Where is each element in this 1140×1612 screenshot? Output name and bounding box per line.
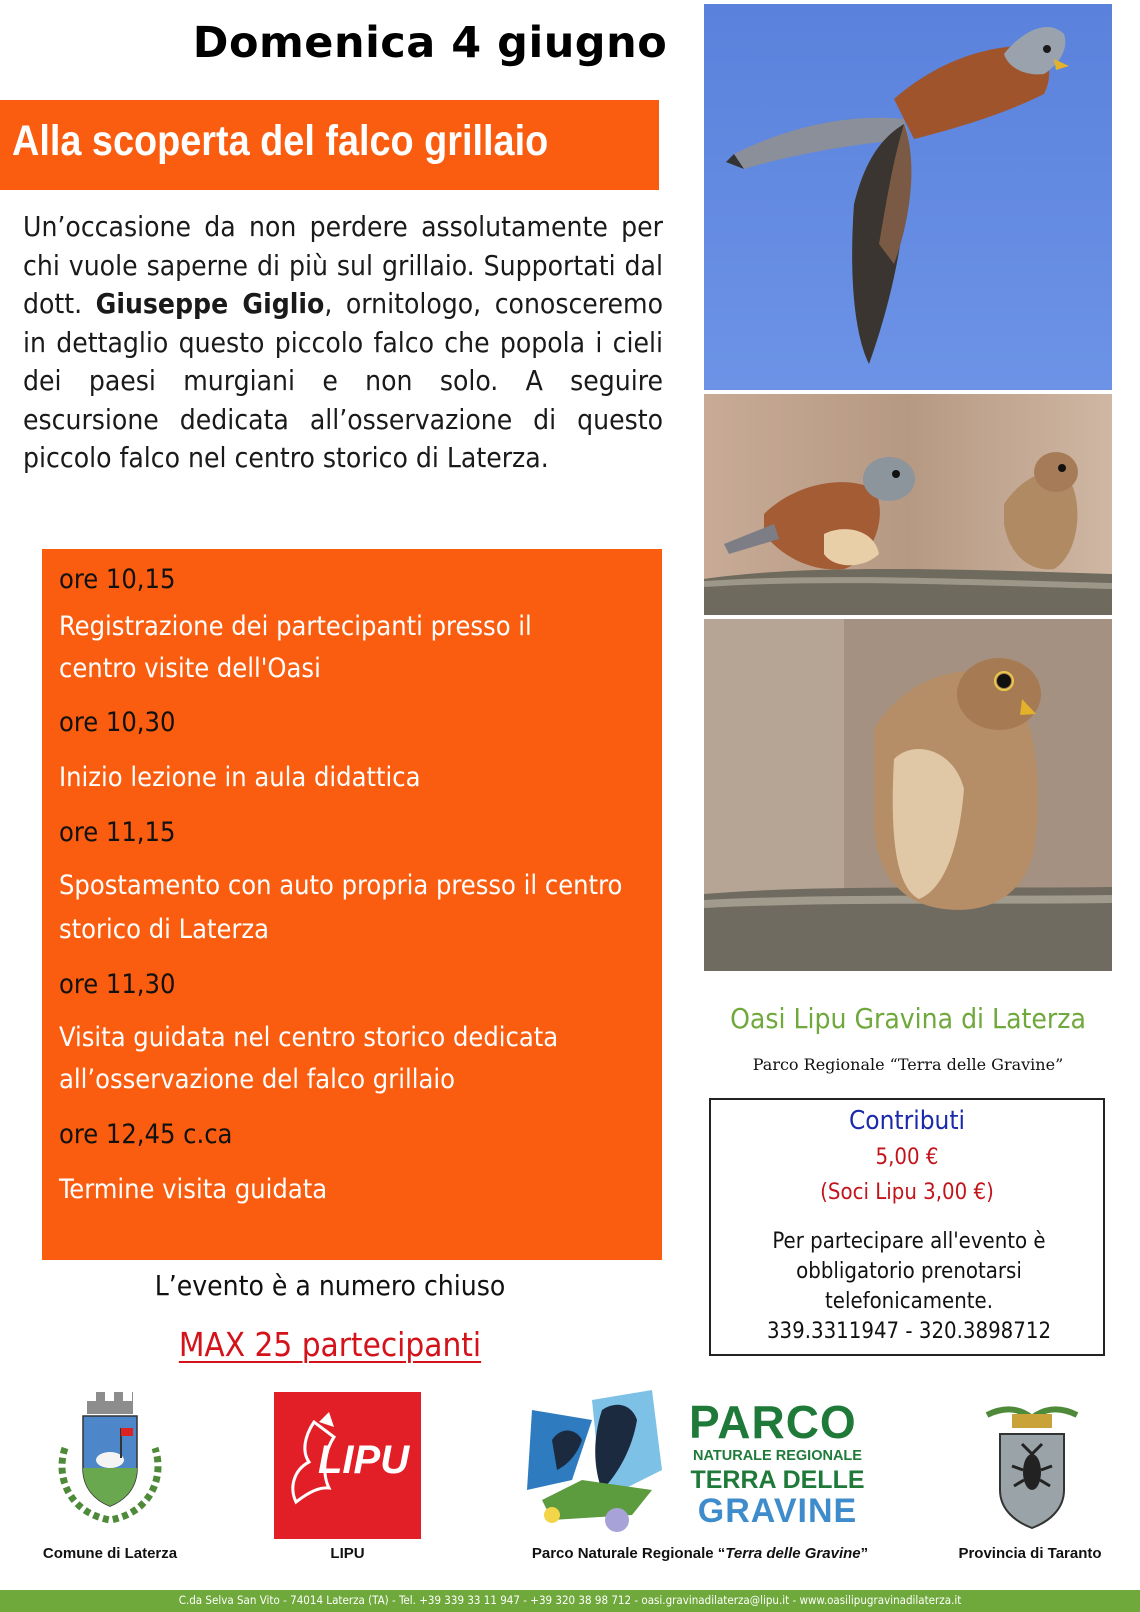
kestrel-female-photo — [704, 619, 1112, 971]
oasi-name: Oasi Lipu Gravina di Laterza — [730, 1002, 1086, 1035]
kestrel-pair-photo — [704, 394, 1112, 615]
comune-caption: Comune di Laterza — [42, 1545, 178, 1562]
booking-info-line: telefonicamente. — [825, 1289, 993, 1314]
parco-caption-post: ” — [860, 1545, 869, 1562]
schedule-box — [42, 549, 662, 1260]
footer-bar — [0, 1590, 1140, 1612]
lipu-wordmark: LIPU — [318, 1438, 410, 1482]
comune-laterza-crest-icon — [55, 1388, 165, 1528]
schedule-activity: centro visite dell'Oasi — [59, 653, 321, 684]
regional-park-subtitle: Parco Regionale “Terra delle Gravine” — [752, 1055, 1064, 1074]
lipu-caption: LIPU — [330, 1545, 365, 1562]
booking-info — [731, 1227, 1087, 1347]
parco-logo-terra: TERRA DELLE — [690, 1466, 865, 1494]
lipu-logo — [274, 1392, 421, 1539]
parco-caption — [500, 1545, 900, 1562]
max-participants — [50, 1325, 610, 1364]
contributions-title: Contributi — [848, 1106, 966, 1136]
parco-logo-naturale: NATURALE REGIONALE — [693, 1448, 862, 1464]
parco-bird-emblem-icon — [522, 1380, 672, 1540]
closed-event-note: L’evento è a numero chiuso — [154, 1269, 506, 1302]
max-participants-text: MAX 25 partecipanti — [178, 1325, 482, 1364]
schedule-time: ore 11,15 — [59, 817, 176, 848]
phone-numbers: 339.3311947 - 320.3898712 — [766, 1319, 1052, 1344]
parco-caption-italic: Terra delle Gravine — [725, 1545, 861, 1562]
contributions-box — [709, 1098, 1105, 1356]
price: 5,00 € — [875, 1145, 939, 1170]
intro-paragraph — [23, 208, 663, 478]
member-price: (Soci Lipu 3,00 €) — [820, 1180, 994, 1205]
intro-text-1: Un’occasione da non perdere assolutamente per chi vuole saperne di più sul grillaio. Supportati dal dott. — [23, 210, 663, 320]
event-title: Alla scoperta del falco grillaio — [12, 117, 549, 165]
kestrel-flight-photo — [704, 4, 1112, 390]
schedule-time: ore 11,30 — [59, 969, 176, 1000]
footer-contacts: C.da Selva San Vito - 74014 Laterza (TA) - Tel. +39 339 33 11 947 - +39 320 38 98 712 - oasi.gravinadilaterza@lipu.it - www.oasilipugravinadilaterza.it — [178, 1593, 962, 1607]
schedule-activity: all’osservazione del falco grillaio — [59, 1064, 455, 1095]
booking-info-line: Per partecipare all'evento è — [772, 1229, 1046, 1254]
parco-logo-word: PARCO — [689, 1396, 857, 1448]
event-date: Domenica 4 giugno — [192, 18, 668, 68]
intro-text-2: , ornitologo, conosceremo in dettaglio questo piccolo falco che popola i cieli dei paesi murgiani e non solo. A seguire escursione dedicata all’osservazione di questo piccolo falco nel centro storico di Laterza. — [23, 287, 664, 474]
schedule-activity: Inizio lezione in aula didattica — [59, 762, 421, 793]
schedule-activity: Visita guidata nel centro storico dedicata — [59, 1022, 559, 1053]
schedule-activity: Termine visita guidata — [59, 1174, 328, 1205]
parco-caption-pre: Parco Naturale Regionale “ — [531, 1545, 726, 1562]
schedule-activity: Spostamento con auto propria presso il centro — [59, 870, 623, 901]
provincia-taranto-crest-icon — [982, 1400, 1082, 1530]
schedule-time: ore 12,45 c.ca — [59, 1119, 233, 1150]
expert-name: Giuseppe Giglio — [95, 287, 325, 320]
schedule-activity: Registrazione dei partecipanti presso il — [59, 611, 532, 642]
booking-info-line: obbligatorio prenotarsi — [796, 1259, 1022, 1284]
schedule-activity: storico di Laterza — [59, 914, 270, 945]
schedule-time: ore 10,30 — [59, 707, 176, 738]
parco-logo-gravine: GRAVINE — [697, 1492, 858, 1530]
provincia-caption: Provincia di Taranto — [958, 1545, 1102, 1562]
schedule-time: ore 10,15 — [59, 564, 176, 595]
